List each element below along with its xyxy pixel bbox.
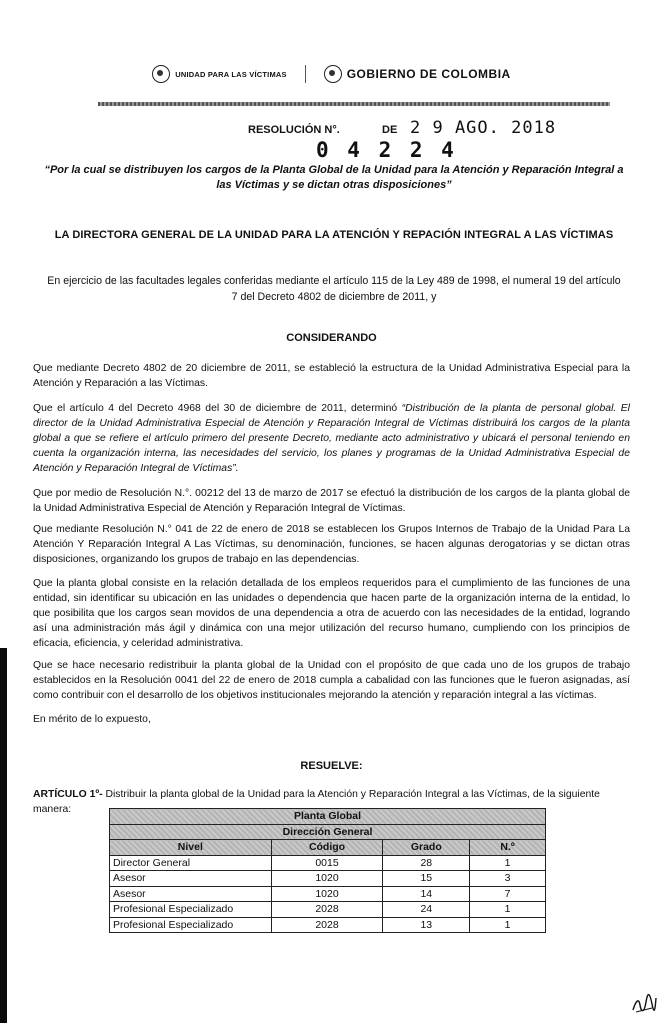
header-numero: N.º [470, 840, 546, 856]
header-logos [0, 62, 663, 86]
table-title: Planta Global [110, 809, 546, 825]
cell-grado: 28 [383, 855, 470, 871]
cell-codigo: 2028 [271, 902, 383, 918]
considerando-paragraph-1: Que mediante Decreto 4802 de 20 diciembre de 2011, se estableció la estructura de la Unidad Administrativa Especial para la Atención y Reparación a las Víctimas. [33, 363, 630, 389]
planta-global-table [109, 808, 546, 933]
articulo-1-text: Distribuir la planta global de la Unidad para la Atención y Reparación Integral a las Víctimas, de la siguiente manera: [33, 789, 600, 815]
cell-grado: 14 [383, 886, 470, 902]
resuelve-heading: RESUELVE: [300, 760, 363, 772]
cell-grado: 15 [383, 871, 470, 887]
table-row [110, 902, 546, 918]
considerando-paragraph-4: Que mediante Resolución N.° 041 de 22 de enero de 2018 se establecen los Grupos Internos de Trabajo de la Unidad Para La Atención Y Reparación Integral A Las Víctimas, su denominación, funciones, se hacen algunas derogatorias y se dictan otras disposiciones, organizando los grupos de trabajo en las dependencias. [33, 524, 630, 565]
gobierno-logo [324, 65, 511, 83]
scan-edge-marker [0, 648, 7, 1023]
table-row [110, 917, 546, 933]
cell-nivel: Director General [110, 855, 272, 871]
considerando-2-quote: “Distribución de la planta de personal global. El director de la Unidad Administrativa Especial de Atención y Reparación Integral de Víctimas distribuirá los cargos de la planta global a que se refiere el artículo primero del presente Decreto, mediante acto administrativo y ubicará el personal teniendo en cuenta la organización interna, las necesidades del servicio, los planes y programas de la Unidad Administrativa Especial de Atención y Reparación Integral de Víctimas”. [33, 403, 630, 474]
considerando-paragraph-6: Que se hace necesario redistribuir la planta global de la Unidad con el propósito de que cada uno de los grupos de trabajo establecidos en la Resolución 0041 del 22 de enero de 2018 cumpla a cabalidad con las funciones que le fueron asignadas, así como contribuir con el desarrollo de los objetivos institucionales mejorando la atención y reparación integral a las víctimas. [33, 660, 630, 701]
considerando-2-intro: Que el artículo 4 del Decreto 4968 del 30 de diciembre de 2011, determinó [33, 403, 398, 414]
resolution-subtitle: “Por la cual se distribuyen los cargos de la Planta Global de la Unidad para la Atención y Reparación Integral a las Víctimas y se dictan otras disposiciones” [44, 164, 624, 191]
unidad-label: UNIDAD PARA LAS VÍCTIMAS [175, 69, 287, 79]
merito-paragraph: En mérito de lo expuesto, [33, 714, 151, 725]
resolucion-number-stamp: 0 4 2 2 4 [316, 138, 457, 162]
cell-nivel: Asesor [110, 871, 272, 887]
unidad-victimas-logo [152, 65, 286, 83]
cell-codigo: 2028 [271, 917, 383, 933]
articulo-1-label: ARTÍCULO 1º- [33, 789, 103, 800]
cell-numero: 1 [470, 917, 546, 933]
cell-nivel: Profesional Especializado [110, 902, 272, 918]
gobierno-label: GOBIERNO DE COLOMBIA [346, 67, 511, 81]
table-subtitle-row [110, 824, 546, 840]
cell-numero: 1 [470, 902, 546, 918]
header-grado: Grado [383, 840, 470, 856]
ejercicio-paragraph: En ejercicio de las facultades legales conferidas mediante el artículo 115 de la Ley 489 de 1998, el numeral 19 del artículo 7 del Decreto 4802 de diciembre de 2011, y [47, 275, 621, 303]
cell-numero: 3 [470, 871, 546, 887]
gobierno-emblem-icon [324, 65, 342, 83]
header-rule [98, 102, 610, 106]
coat-of-arms-icon [152, 65, 170, 83]
table-header-row [110, 840, 546, 856]
considerando-paragraph-3: Que por medio de Resolución N.°. 00212 del 13 de marzo de 2017 se efectuó la distribución de los cargos de la planta global de la Unidad Administrativa Especial de Atención y Reparación Integral de Víctimas. [33, 488, 630, 514]
cell-grado: 24 [383, 902, 470, 918]
table-subtitle: Dirección General [110, 824, 546, 840]
cell-numero: 7 [470, 886, 546, 902]
logo-divider [305, 65, 306, 83]
resolucion-date-stamp: 2 9 AGO. 2018 [410, 118, 557, 138]
resolucion-de-label: DE [382, 124, 398, 136]
resolucion-label: RESOLUCIÓN N°. [248, 124, 340, 136]
considerando-heading: CONSIDERANDO [286, 332, 377, 344]
table-row [110, 886, 546, 902]
cell-numero: 1 [470, 855, 546, 871]
cell-codigo: 0015 [271, 855, 383, 871]
header-codigo: Código [271, 840, 383, 856]
table-row [110, 871, 546, 887]
considerando-paragraph-5: Que la planta global consiste en la relación detallada de los empleos requeridos para el cumplimiento de las funciones de una entidad, sin identificar su ubicación en las unidades o dependencia que hacen parte de la organización interna de la entidad, lo que posibilita que los cargos sean movidos de una dependencia a otra de acuerdo con las necesidades de la entidad, logrando así una administración más ágil y dinámica con una mejor utilización del recurso humano, cumpliendo con los principios de eficacia, eficiencia, y celeridad administrativa. [33, 578, 630, 649]
cell-nivel: Profesional Especializado [110, 917, 272, 933]
cell-grado: 13 [383, 917, 470, 933]
header-nivel: Nivel [110, 840, 272, 856]
table-row [110, 855, 546, 871]
table-title-row [110, 809, 546, 825]
signature-icon [630, 990, 658, 1018]
cell-nivel: Asesor [110, 886, 272, 902]
cell-codigo: 1020 [271, 871, 383, 887]
considerando-paragraph-2 [33, 401, 630, 476]
directora-heading: LA DIRECTORA GENERAL DE LA UNIDAD PARA LA ATENCIÓN Y REPACIÓN INTEGRAL A LAS VÍCTIMAS [54, 229, 614, 241]
cell-codigo: 1020 [271, 886, 383, 902]
